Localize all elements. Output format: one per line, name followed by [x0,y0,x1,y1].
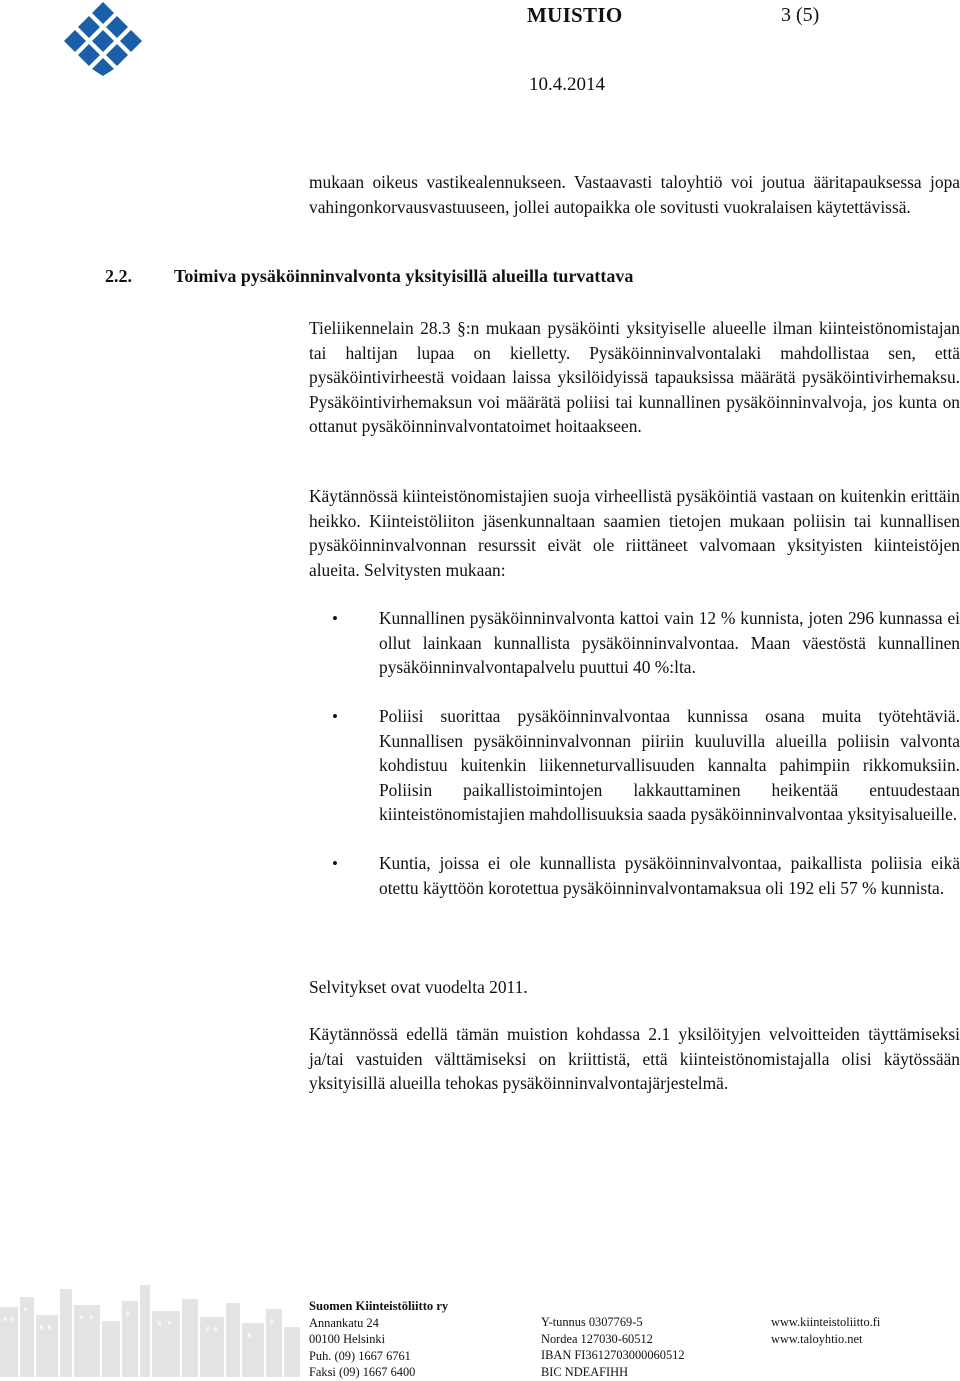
list-item-text: Kuntia, joissa ei ole kunnallista pysäköinninvalvontaa, paikallista poliisia eikä otettu käyttöön korotettua pysäköinninvalvontamaksua oli 192 eli 57 % kunnista. [379,853,960,898]
section-heading [105,266,633,287]
survey-findings-list [309,606,960,900]
bullet-icon: • [332,707,338,726]
intro-paragraph [309,170,960,219]
footer-web-column [771,1314,880,1347]
list-item [309,851,960,900]
document-type-title: MUISTIO [527,3,623,27]
bic: BIC NDEAFIHH [541,1364,629,1379]
practice-text: Käytännössä kiinteistönomistajien suoja virheellistä pysäköintiä vastaan on kuitenkin erittäin heikko. Kiinteistöliiton jäsenkunnaltaan saamien tietojen mukaan poliisin tai kunnallisen pysäköinninvalvonnan resurssit eivät ole riittäneet valvomaan yksityisten kiinteistöjen alueita. Selvitysten mukaan: [309,486,960,580]
list-item [309,704,960,827]
website-link[interactable]: www.taloyhtio.net [771,1331,863,1346]
conclusion-text: Käytännössä edellä tämän muistion kohdassa 2.1 yksilöityjen velvoitteiden täyttämiseksi ja/tai vastuiden välttämiseksi on kriittistä, että kiinteistönomistajalla olisi käytössään yksityisillä alueilla tehokas pysäköinninvalvontajärjestelmä. [309,1024,960,1093]
organization-name: Suomen Kiinteistöliitto ry [309,1299,449,1313]
page-number: 3 (5) [781,4,820,26]
conclusion-paragraph [309,1022,960,1096]
list-item [309,606,960,680]
postal-address: 00100 Helsinki [309,1332,386,1346]
intro-text: mukaan oikeus vastikealennukseen. Vastaavasti taloyhtiö voi joutua ääritapauksessa jopa vahingonkorvausvastuuseen, jollei autopaikka ole sovitusti vuokralaisen käytettävissä. [309,172,960,217]
document-date: 10.4.2014 [529,74,605,95]
street-address: Annankatu 24 [309,1315,379,1330]
list-item-text: Poliisi suorittaa pysäköinninvalvontaa kunnissa osana muita työtehtäviä. Kunnallisen pysäköinninvalvonnan piiriin kuuluvilla alueilla poliisin valvonta kohdistuu kuitenkin liikenneturvallisuuden kannalta pahimpiin rikkomuksiin. Poliisin paikallistoimintojen lakkauttaminen heikentää entuudestaan kiinteistönomistajien mahdollisuuksia saada pysäköinninvalvontaa yksityisalueille. [379,706,960,824]
survey-year-paragraph [309,975,960,1000]
phone-number: Puh. (09) 1667 6761 [309,1348,411,1363]
bullet-icon: • [332,609,338,628]
section-title: Toimiva pysäköinninvalvonta yksityisillä alueilla turvattava [174,266,634,286]
section-number: 2.2. [105,266,132,286]
bullet-icon: • [332,854,338,873]
law-paragraph [309,316,960,439]
footer-contact-column [309,1298,448,1381]
list-item-text: Kunnallinen pysäköinninvalvonta kattoi vain 12 % kunnista, joten 296 kunnassa ei ollut lainkaan kunnallista pysäköinninvalvontaa. Maan väestöstä kunnallinen pysäköinninvalvontapalvelu puuttui 40 %:lta. [379,608,960,677]
city-skyline-watermark-icon [0,1277,300,1377]
practice-paragraph [309,484,960,582]
website-link[interactable]: www.kiinteistoliitto.fi [771,1315,881,1329]
iban: IBAN FI3612703000060512 [541,1348,685,1362]
business-id: Y-tunnus 0307769-5 [541,1315,643,1329]
law-text: Tieliikennelain 28.3 §:n mukaan pysäköinti yksityiselle alueelle ilman kiinteistönomistajan tai haltijan lupaa on kielletty. Pysäköinninvalvontalaki mahdollistaa sen, että pysäköintivirheestä voidaan laissa yksilöidyissä tapauksissa määrätä pysäköintivirhemaksu. Pysäköintivirhemaksun voi määrätä poliisi tai kunnallinen pysäköinninvalvoja, jos kunta on ottanut pysäköinninvalvontatoimet hoitaakseen. [309,318,960,436]
fax-number: Faksi (09) 1667 6400 [309,1365,416,1379]
footer-bank-column [541,1314,685,1380]
bank-account: Nordea 127030-60512 [541,1331,653,1346]
survey-year-text: Selvitykset ovat vuodelta 2011. [309,977,528,997]
diamond-grid-logo-icon [62,0,144,78]
